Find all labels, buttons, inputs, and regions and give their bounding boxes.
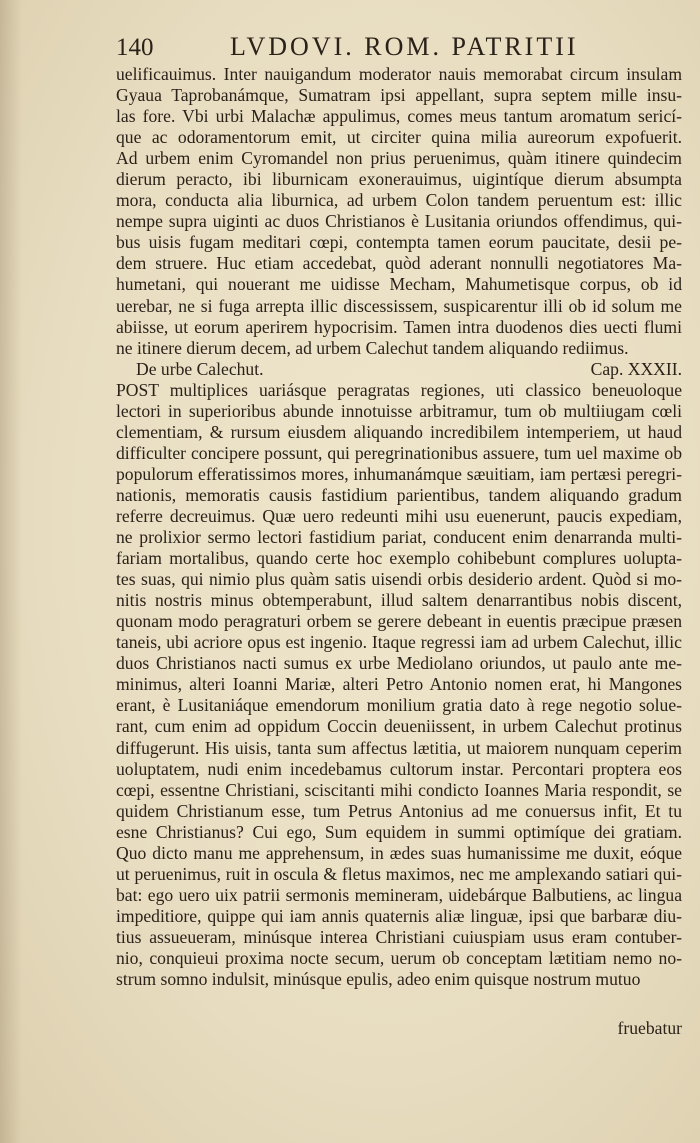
text-line: erant, è Lusitaniáque emendorum monilium gratia dato à rege negotio solue- [116,695,682,716]
text-line: lectori in superioribus abunde innotuisse arbitramur, tum ob multiiugam cœli [116,400,682,421]
text-line: taneis, ubi acriore opus est ingenio. Itaque regressi iam ad urbem Calechut, illic [116,632,682,653]
text-line: strum somno indulsit, minúsque epulis, adeo enim quisque nostrum mutuo [116,969,641,990]
text-line: las fore. Vbi urbi Malachæ appulimus, comes meus tantum aromatum sericí- [116,106,682,127]
text-line: duos Christianos nacti sumus ex urbe Mediolano oriundos, ut paulo ante me- [116,653,682,674]
text-line: tes suas, qui nimio plus quàm satis uisendi orbis desiderio ardent. Quòd si mo- [116,569,682,590]
text-line: difficulter concipere possunt, qui peregrinationibus assuere, tum uel maxime ob [116,442,682,463]
text-line: nempe supra uiginti ac duos Christianos è Lusitania oriundos offendimus, qui- [116,211,682,232]
text-line: dierum peracto, ibi liburnicam exonerauimus, uigintíque dierum absumpta [116,169,682,190]
text-line: humetani, qui nouerant me uidisse Mecham, Mahumetisque corpus, ob id [116,274,682,295]
text-line: rant, cum enim ad oppidum Coccin deueniissent, in urbem Calechut protinus [116,716,682,737]
catchword: fruebatur [617,1018,682,1038]
text-line: tius assueueram, minúsque interea Christiani cuiuspiam usus eram contuber- [116,926,682,947]
text-line: quidem Christianum esse, tum Petrus Antonius ad me conuersus infit, Et tu [116,800,682,821]
chapter-number: Cap. XXXII. [590,358,682,379]
text-line: cœpi, essentne Christiani, sciscitanti mihi condicto Ioannes Maria respondit, se [116,779,682,800]
running-title: LVDOVI. ROM. PATRITII [230,32,579,61]
chapter-title: De urbe Calechut. [136,358,264,379]
text-line: abiisse, ut eorum aperirem hypocrisim. Tamen intra duodenos dies uecti flumi [116,316,682,337]
paragraph-travel [116,64,682,359]
paragraph-chapter [116,380,682,990]
text-line: nio, conquieui proxima nocte secum, uerum ob conceptam lætitiam nemo no- [116,947,682,968]
text-line: nitis nostris minus obtemperabunt, illud saltem denarrantibus nobis discent, [116,590,682,611]
text-line: bus uisis fugam meditari cœpi, contempta tamen eorum paucitate, desii pe- [116,232,682,253]
text-line: POST multiplices uariásque peragratas regiones, uti classico beneuoloque [116,379,682,400]
text-line: uoluptatem, nudi enim incedebamus cultorum instar. Percontari proptera eos [116,758,682,779]
chapter-heading [116,359,682,380]
text-line: esne Christianus? Cui ego, Sum equidem in summi optimíque dei gratiam. [116,821,682,842]
text-line: clementiam, & rursum eiusdem aliquando incredibilem intemperiem, ut haud [116,421,682,442]
text-line: minimus, alteri Ioanni Mariæ, alteri Petro Antonio nomen erat, hi Mangones [116,674,682,695]
text-line: referre decreuimus. Quæ uero redeunti mihi usu euenerunt, paucis expediam, [116,505,682,526]
text-line: bat: ego uero uix patrii sermonis memineram, uidebárque Balbutiens, ac lingua [116,884,682,905]
text-line: ne itinere dierum decem, ad urbem Calechut tandem aliquando rediimus. [116,337,629,358]
text-line: diffugerunt. His uisis, tanta sum affectus lætitia, ut maiorem nunquam ceperim [116,737,682,758]
text-line: mora, conducta alia liburnica, ad urbem Colon tandem peruentum est: illic [116,190,682,211]
text-line: Gyaua Taprobanámque, Sumatram ipsi appellant, supra septem mille insu- [116,85,682,106]
text-line: uerebar, ne si fuga arrepta illic discessissem, suspicarentur illi ob id solum me [116,295,682,316]
text-line: uelificauimus. Inter nauigandum moderator nauis memorabat circum insulam [116,64,682,84]
text-line: Ad urbem enim Cyromandel non prius peruenimus, quàm itinere quindecim [116,148,682,169]
text-line: ut peruenimus, ruit in oscula & fletus maximos, nec me amplexando satiari qui- [116,863,682,884]
text-block [116,64,682,990]
text-line: ne prolixior sermo lectori fastidium pariat, conducent enim denarranda multi- [116,527,682,548]
binding-shadow [0,0,22,1143]
text-line: Quo dicto manu me apprehensum, in ædes suas humanissime me duxit, eóque [116,842,682,863]
text-line: fariam mortalibus, quando certe hoc exemplo cohibebunt complures uolupta- [116,548,682,569]
text-line: dem struere. Huc etiam accedebat, quòd aderant nonnulli negotiatores Ma- [116,253,682,274]
text-line: que ac odoramentorum emit, ut circiter quina milia aureorum expofuerit. [116,127,682,148]
text-line: quonam modo peragraturi orbem se gerere debeant in euentis præcipue præsen [116,611,682,632]
page-number: 140 [116,34,154,61]
text-line: populorum efferatissimos mores, inhumanámque sæuitiam, iam pertæsi peregri- [116,463,682,484]
text-line: impeditiore, quippe qui iam annis quaternis aliæ linguæ, ipsi que barbaræ diu- [116,905,682,926]
text-line: nationis, memoratis causis fastidium parientibus, tandem aliquando gradum [116,484,682,505]
